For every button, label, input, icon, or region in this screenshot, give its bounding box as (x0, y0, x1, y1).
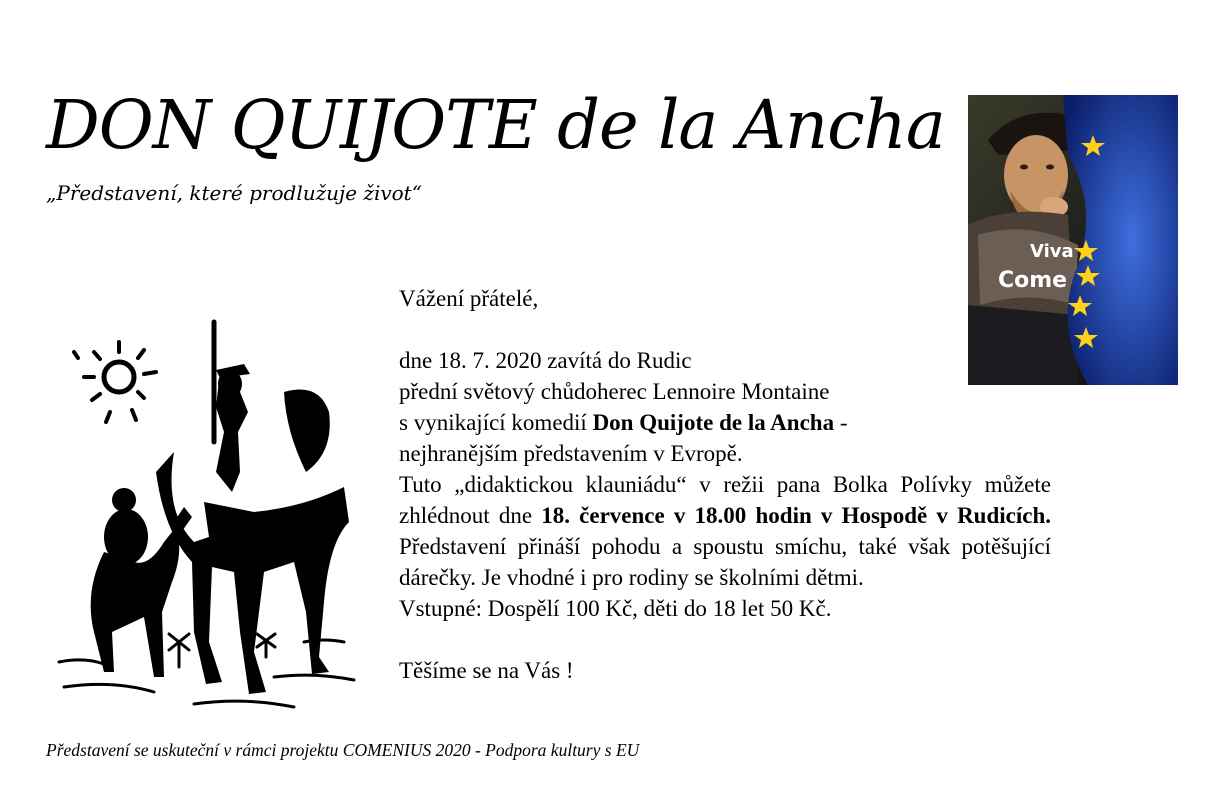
most-played-line: nejhranějším představením v Evropě. (399, 441, 743, 466)
don-quixote-illustration (44, 312, 380, 736)
closing-line: Těšíme se na Vás ! (399, 658, 574, 683)
page-subtitle: „Představení, které prodlužuje život“ (46, 181, 422, 205)
sign-text-line2: Come (998, 268, 1068, 293)
sign-text-line1: Viva (1030, 241, 1074, 262)
page-title: DON QUIJOTE de la Ancha (46, 86, 945, 164)
comedy-line: s vynikající komedií Don Quijote de la Ancha - (399, 410, 848, 435)
greeting: Vážení přátelé, (399, 286, 539, 311)
invitation-letter (399, 283, 1051, 686)
admission-price: Vstupné: Dospělí 100 Kč, děti do 18 let 50 Kč. (399, 596, 832, 621)
show-title: Don Quijote de la Ancha (592, 410, 835, 435)
event-date-line: dne 18. 7. 2020 zavítá do Rudic (399, 348, 692, 373)
performer-line: přední světový chůdoherec Lennoire Montaine (399, 379, 830, 404)
event-time-place: 18. července v 18.00 hodin v Hospodě v Rudicích. (541, 503, 1051, 528)
description-paragraph: Tuto „didaktickou klauniádu“ v režii pana Bolka Polívky můžete zhlédnout dne 18. července v 18.00 hodin v Hospodě v Rudicích. Představení přináší pohodu a spoustu smíchu, také však potěšující dárečky. Je vhodné i pro rodiny se školními dětmi. (399, 472, 1051, 590)
footer-note: Představení se uskuteční v rámci projektu COMENIUS 2020 - Podpora kultury s EU (46, 740, 640, 760)
